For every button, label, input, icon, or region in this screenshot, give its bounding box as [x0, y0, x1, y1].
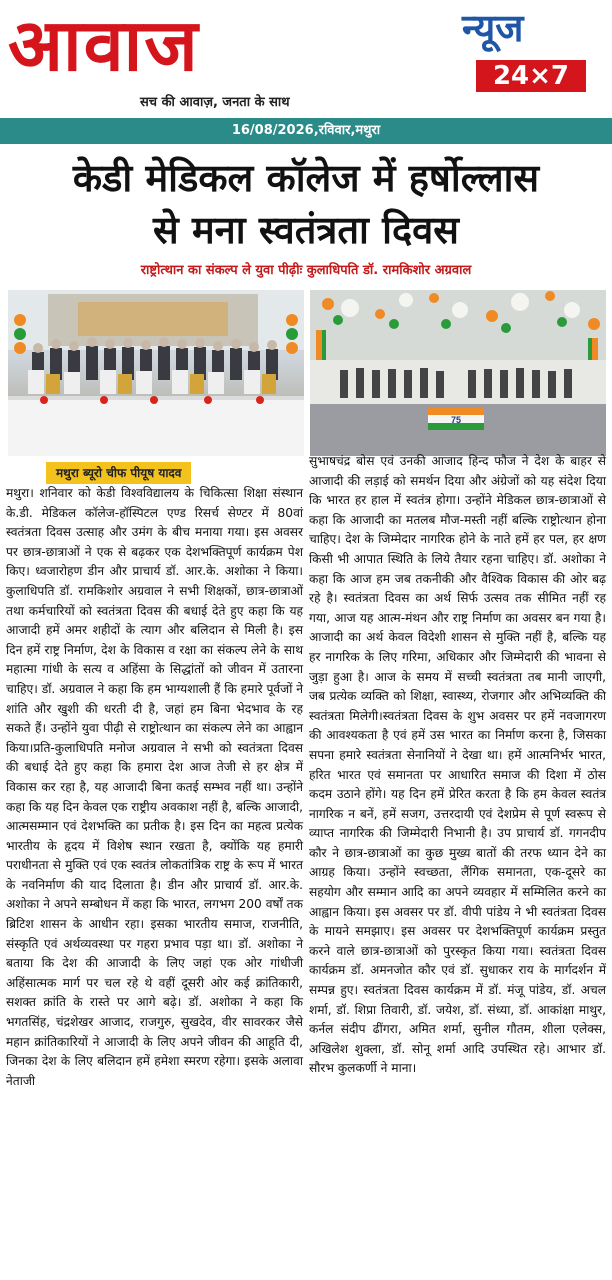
group-photo	[8, 290, 304, 456]
celebration-hall-photo	[310, 290, 606, 456]
headline-line-2: से मना स्वतंत्रता दिवस	[153, 208, 459, 252]
byline: मथुरा ब्यूरो चीफ पीयूष यादव	[46, 462, 191, 484]
celebration-hall-illustration	[310, 290, 606, 456]
article-column-1	[6, 462, 303, 1091]
column-2-text: सुभाषचंद्र बोस एवं उनकी आजाद हिन्द फौज ने देश के बाहर से आजादी की लड़ाई को समर्थन दिया और अंग्रेजों को यह संदेश दिया कि भारत हर हाल में स्वतंत्र होगा। उन्होंने मेडिकल छात्र-छात्राओं से कहा कि आजादी का मतलब मौज-मस्ती नहीं बल्कि राष्ट्रोत्थान होना चाहिए। देश के जिम्मेदार नागरिक होने के नाते हमें हर पल, हर क्षण किसी भी आपात स्थिति के लिये तैयार रहना चाहिए। डॉ. अशोका ने कहा कि आज हम जब तकनीकी और वैश्विक विकास की ओर बढ़ रहे है। स्वतंत्रता दिवस का अर्थ सिर्फ उत्सव तक सीमित नहीं रह गया, आज यह आत्म-मंथन और राष्ट्र निर्माण का अवसर बन गया है। आजादी का अर्थ केवल विदेशी शासन से मुक्ति नहीं है, बल्कि यह हर नागरिक के लिए गरिमा, अधिकार और जिम्मेदारी की भावना से जुड़ा हुआ है। आज के समय में सच्ची स्वतंत्रता तब मानी जाएगी, जब प्रत्येक व्यक्ति को शिक्षा, स्वास्थ्य, रोजगार और अभिव्यक्ति की स्वतंत्रता मिलेगी।स्वतंत्रता दिवस के शुभ अवसर पर हमें नवजागरण की आवश्यकता है एवं हमें उस भारत का निर्माण करना है, जिसका सपना हमारे स्वतंत्रता सेनानियों ने देखा था। हमें आत्मनिर्भर भारत, हरित भारत एवं समानता पर आधारित समाज की दिशा में ठोस कदम उठाने होंगे। यह दिन हमें प्रेरित करता है कि हम केवल स्वतंत्र नागरिक न बनें, हमें सजग, उत्तरदायी एवं देशप्रेम से पूर्ण स्वरूप से व्याप्त नागरिक की जिम्मेदारी निभानी है। उप प्राचार्य डॉ. गगनदीप कौर ने छात्र-छात्राओं का कुछ मुख्य बातों की तरफ ध्यान देने का आग्रह किया। उन्होंने स्वच्छता, लैंगिक समानता, एक-दूसरे का सहयोग और सम्मान आदि का अपने व्यवहार में सम्मिलित करने का आह्वान किया। इस अवसर पर डॉ. वीपी पांडेय ने भी स्वतंत्रता दिवस के मायने समझाए। इस अवसर पर देशभक्तिपूर्ण कार्यक्रम प्रस्तुत करने वाले छात्र-छात्राओं को पुरस्कृत किया गया। स्वतंत्रता दिवस कार्यक्रम डॉ. अमनजोत कौर एवं डॉ. सुधाकर राय के मार्गदर्शन में सम्पन्न हुए। स्वतंत्रता दिवस कार्यक्रम में डॉ. मंजू पांडेय, डॉ. अचल शर्मा, डॉ. शिप्रा तिवारी, डॉ. जयेश, डॉ. संध्या, डॉ. आकांक्षा माथुर, कर्नल संदीप ढींगरा, अमित शर्मा, सुनील गौतम, शीला एलेक्स, अखिलेश शुक्ला, डॉ. सोनू शर्मा आदि उपस्थित रहे। आभार डॉ. सौरभ कुलकर्णी ने माना।	[309, 454, 606, 1076]
tagline: सच की आवाज़, जनता के साथ	[140, 95, 290, 110]
logo-24x7: 24×7	[476, 60, 586, 92]
headline-line-1: केडी मेडिकल कॉलेज में हर्षोल्लास	[72, 156, 540, 200]
banner-text: 75	[450, 415, 462, 425]
photo-strip	[0, 290, 612, 456]
article-column-2	[309, 452, 606, 1079]
group-photo-illustration	[8, 290, 304, 456]
article-body	[0, 454, 612, 1232]
logo-awaaz: आवाज	[8, 2, 200, 87]
column-1-text: मथुरा। शनिवार को केडी विश्वविद्यालय के चिकित्सा शिक्षा संस्थान के.डी. मेडिकल कॉलेज-हॉस्पिटल एण्ड रिसर्च सेण्टर में 80वां स्वतंत्रता दिवस उत्साह और उमंग के बीच मनाया गया। इस अवसर पर छात्र-छात्राओं ने एक से बढ़कर एक देशभक्तिपूर्ण कार्यक्रम पेश किए। ध्वजारोहण डीन और प्राचार्य डॉ. आर.के. अशोका ने किया। कुलाधिपति डॉ. रामकिशोर अग्रवाल ने सभी शिक्षकों, छात्र-छात्राओं तथा कर्मचारियों को स्वतंत्रता दिवस की बधाई देते हुए कहा कि यह आजादी हमें अमर शहीदों के त्याग और बलिदान से मिली है। इस दिन हमें राष्ट्र निर्माण, देश के विकास व रक्षा का संकल्प लेने के साथ महात्मा गांधी के सत्य व अहिंसा के सिद्धांतों को जीवन में उतारना चाहिए। डॉ. अग्रवाल ने कहा कि हम भाग्यशाली हैं कि हमारे पूर्वजों ने शांति और खुशी की धरती दी है, जहां हम बिना भेदभाव के रह सकते हैं। उन्होंने युवा पीढ़ी से राष्ट्रोत्थान का संकल्प लेने का आह्वान किया।प्रति-कुलाधिपति मनोज अग्रवाल ने सभी को स्वतंत्रता दिवस की बधाई देते हुए कहा कि हमारा देश आज तेजी से हर क्षेत्र में विकास कर रहा है, यह आजादी बिना कतई सम्भव नहीं था। उन्होंने कहा कि यह दिन केवल एक राष्ट्रीय अवकाश नहीं है, बल्कि आजादी, आत्मसम्मान एवं देशभक्ति का प्रतीक है। इस दिन का महत्व प्रत्येक भारतीय के हृदय में विशेष स्थान रखता है, क्योंकि यह हमारी पराधीनता से मुक्ति एवं एक स्वतंत्र लोकतांत्रिक राष्ट्र के रूप में भारत के नवनिर्माण की याद दिलाता है। डीन और प्राचार्य डॉ. आर.के. अशोका ने अपने सम्बोधन में कहा कि भारत, लगभग 200 वर्षों तक ब्रिटिश शासन के आधीन रहा। इसका भारतीय समाज, राजनीति, संस्कृति एवं अर्थव्यवस्था पर गहरा प्रभाव पड़ा था। डॉ. अशोका ने बताया कि देश की आजादी के लिए जहां एक ओर गांधीजी अहिंसात्मक मार्ग पर चल रहे थे वहीं दूसरी ओर कई क्रांतिकारी, सशक्त क्रांति के रास्ते पर आगे बढ़े। डॉ. अशोका ने कहा कि भगतसिंह, चंद्रशेखर आजाद, राजगुरु, सुखदेव, वीर सावरकर जैसे महान क्रांतिकारियों ने आजादी के लिए अपने जीवन की आहूति दी, जिनका देश के लिए बलिदान हमें हमेशा स्मरण रहेगा। इसके अलावा नेताजी	[6, 486, 303, 1088]
headline	[10, 152, 602, 256]
date-bar: 16/08/2026,रविवार,मथुरा	[0, 118, 612, 144]
subheadline: राष्ट्रोत्थान का संकल्प ले युवा पीढ़ीः कुलाधिपति डॉ. रामकिशोर अग्रवाल	[140, 263, 472, 278]
logo-news: न्यूज	[462, 6, 524, 50]
masthead	[0, 0, 612, 118]
